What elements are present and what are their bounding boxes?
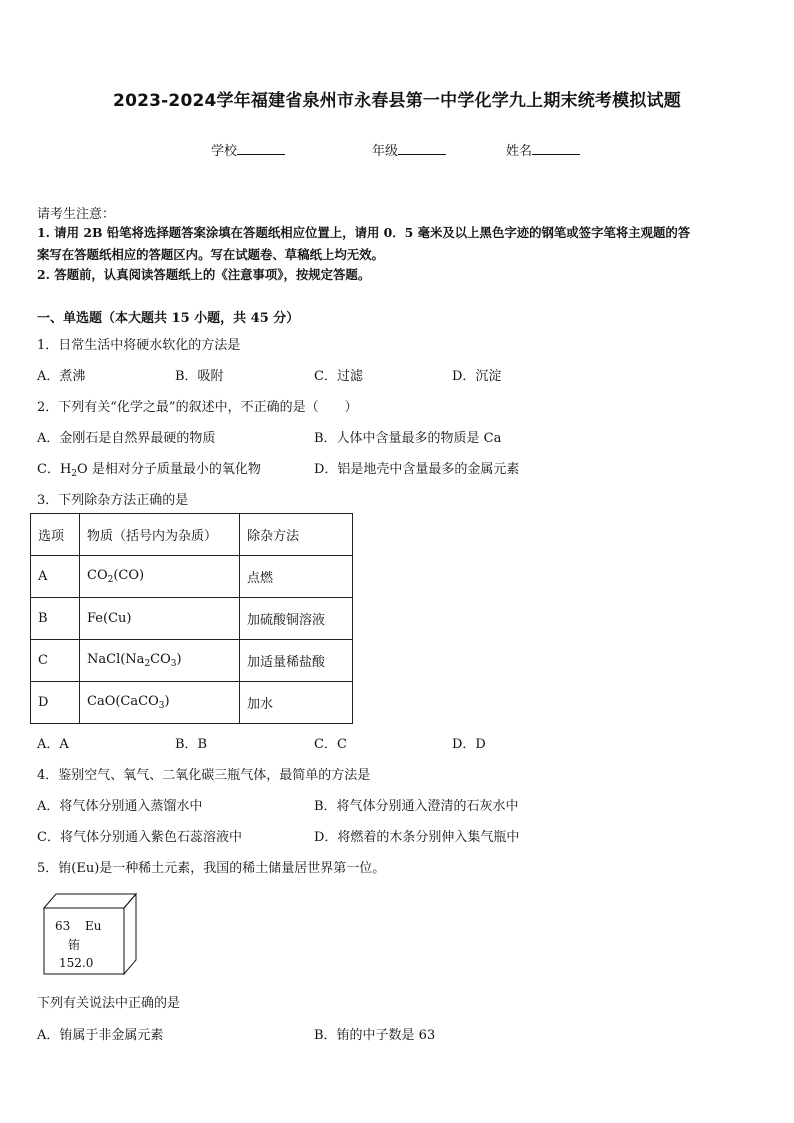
q2-option-d[interactable]: D．铝是地壳中含量最多的金属元素 <box>314 462 520 477</box>
table-cell-option: B <box>31 598 80 640</box>
table-cell-substance: $NaCl(Na_2CO_3)$ <box>80 640 240 682</box>
table-cell-option: D <box>31 682 80 724</box>
q1-option-d[interactable]: D．沉淀 <box>452 369 502 384</box>
element-symbol: Eu <box>85 919 102 933</box>
q3-table <box>30 513 353 724</box>
table-cell-option: C <box>31 640 80 682</box>
q5-stem: 5．铕(Eu)是一种稀土元素，我国的稀土储量居世界第一位。 <box>37 861 386 876</box>
name-field <box>506 140 580 159</box>
table-cell-option: A <box>31 556 80 598</box>
notice-heading: 请考生注意： <box>37 207 116 222</box>
table-row <box>31 682 353 724</box>
name-blank[interactable] <box>532 140 580 155</box>
student-info-row <box>0 140 794 160</box>
element-atomic-number: 63 <box>55 919 71 933</box>
table-header-cell: 物质（括号内为杂质） <box>80 514 240 556</box>
q5-option-b[interactable]: B．铕的中子数是 63 <box>314 1028 436 1043</box>
table-cell-method: 加适量稀盐酸 <box>240 640 353 682</box>
q2-stem: 2．下列有关“化学之最”的叙述中，不正确的是（ ） <box>37 400 358 415</box>
q5-option-a[interactable]: A．铕属于非金属元素 <box>37 1028 164 1043</box>
q4-option-c[interactable]: C．将气体分别通入紫色石蕊溶液中 <box>37 830 242 845</box>
q1-option-c[interactable]: C．过滤 <box>314 369 363 384</box>
table-row <box>31 598 353 640</box>
q2-option-a[interactable]: A．金刚石是自然界最硬的物质 <box>37 431 216 446</box>
table-row <box>31 556 353 598</box>
table-row <box>31 640 353 682</box>
table-cell-substance: Fe(Cu) <box>80 598 240 640</box>
table-header-cell: 选项 <box>31 514 80 556</box>
q1-option-a[interactable]: A．煮沸 <box>37 369 86 384</box>
q3-option-b[interactable]: B．B <box>175 737 208 752</box>
table-header-row <box>31 514 353 556</box>
q1-stem: 1．日常生活中将硬水软化的方法是 <box>37 338 241 353</box>
q4-option-d[interactable]: D．将燃着的木条分别伸入集气瓶中 <box>314 830 520 845</box>
q4-option-b[interactable]: B．将气体分别通入澄清的石灰水中 <box>314 799 519 814</box>
school-blank[interactable] <box>237 140 285 155</box>
q2-option-b[interactable]: B．人体中含量最多的物质是 Ca <box>314 431 502 446</box>
q4-option-a[interactable]: A．将气体分别通入蒸馏水中 <box>37 799 203 814</box>
element-mass: 152.0 <box>59 956 94 970</box>
grade-label: 年级 <box>372 144 399 159</box>
element-cube-diagram <box>36 890 140 976</box>
section-heading: 一、单选题（本大题共 15 小题，共 45 分） <box>37 311 300 326</box>
element-name: 铕 <box>68 938 81 952</box>
table-cell-method: 加水 <box>240 682 353 724</box>
grade-field <box>372 140 446 159</box>
table-cell-substance: CaO(CaCO$_3$) <box>80 682 240 724</box>
q3-option-c[interactable]: C．C <box>314 737 347 752</box>
q2-c-suffix: O 是相对分子质量最小的氧化物 <box>77 462 261 477</box>
table-header-cell: 除杂方法 <box>240 514 353 556</box>
q5-question: 下列有关说法中正确的是 <box>37 996 181 1011</box>
page-title: 2023-2024学年福建省泉州市永春县第一中学化学九上期末统考模拟试题 <box>113 91 681 111</box>
q2-c-sub: 2 <box>71 469 78 479</box>
q4-stem: 4．鉴别空气、氧气、二氧化碳三瓶气体，最简单的方法是 <box>37 768 371 783</box>
table-cell-method: 点燃 <box>240 556 353 598</box>
notice-item1-line2: 案写在答题纸相应的答题区内。写在试题卷、草稿纸上均无效。 <box>37 247 384 262</box>
q1-option-b[interactable]: B．吸附 <box>175 369 224 384</box>
notice-item1-line1: 1. 请用 2B 铅笔将选择题答案涂填在答题纸相应位置上，请用 0．5 毫米及以上黑色字迹的钢笔或签字笔将主观题的答 <box>37 225 691 240</box>
q2-c-prefix: C．H <box>37 462 72 477</box>
q3-stem: 3．下列除杂方法正确的是 <box>37 493 189 508</box>
q3-option-d[interactable]: D．D <box>452 737 486 752</box>
q2-option-c[interactable] <box>37 458 261 479</box>
notice-item2: 2. 答题前，认真阅读答题纸上的《注意事项》，按规定答题。 <box>37 267 371 282</box>
school-label: 学校 <box>211 144 238 159</box>
q3-option-a[interactable]: A．A <box>37 737 69 752</box>
grade-blank[interactable] <box>398 140 446 155</box>
table-cell-substance: $CO_2(CO)$ <box>80 556 240 598</box>
table-cell-method: 加硫酸铜溶液 <box>240 598 353 640</box>
name-label: 姓名 <box>506 144 533 159</box>
school-field <box>211 140 285 159</box>
